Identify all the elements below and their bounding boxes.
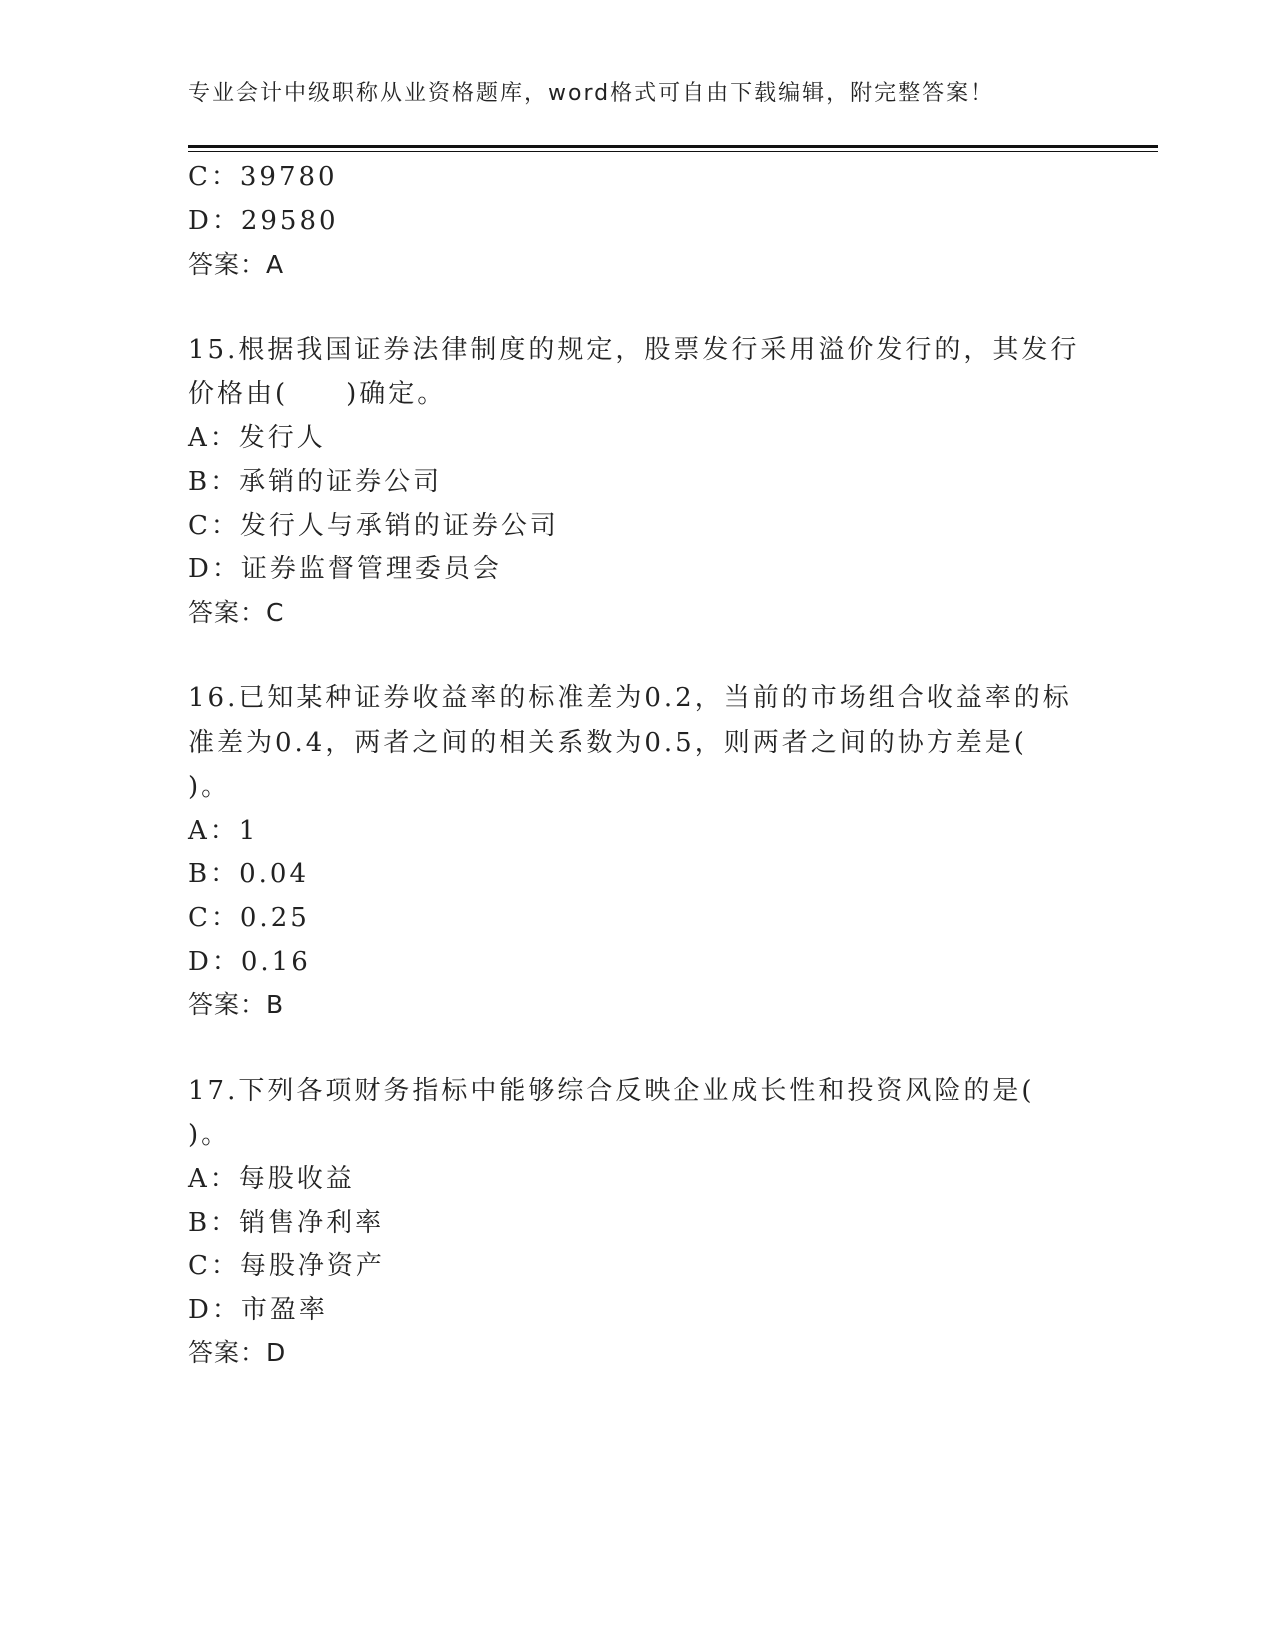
q15-option-a: A：发行人	[188, 423, 326, 453]
q16-option-c: C：0.25	[188, 903, 310, 933]
q17-answer: 答案：D	[188, 1338, 287, 1367]
q15-option-c: C：发行人与承销的证券公司	[188, 511, 559, 541]
q15-answer: 答案：C	[188, 598, 285, 627]
q16-stem-line2: 准差为0.4，两者之间的相关系数为0.5，则两者之间的协方差是(	[188, 728, 1027, 758]
q14-answer: 答案：A	[188, 250, 285, 279]
q16-option-b: B：0.04	[188, 859, 309, 889]
q16-stem-line3: )。	[188, 772, 231, 802]
q14-option-d: D：29580	[188, 206, 339, 236]
q17-option-d: D：市盈率	[188, 1295, 328, 1325]
header-divider-thick	[188, 145, 1158, 148]
q17-stem-line1: 17.下列各项财务指标中能够综合反映企业成长性和投资风险的是(	[188, 1076, 1035, 1106]
q16-option-a: A：1	[188, 816, 259, 846]
q15-option-b: B：承销的证券公司	[188, 467, 443, 497]
q17-stem-line2: )。	[188, 1120, 231, 1150]
q15-stem-line1: 15.根据我国证券法律制度的规定，股票发行采用溢价发行的，其发行	[188, 335, 1080, 365]
q16-option-d: D：0.16	[188, 947, 311, 977]
q16-stem-line1: 16.已知某种证券收益率的标准差为0.2，当前的市场组合收益率的标	[188, 683, 1072, 713]
q14-option-c: C：39780	[188, 162, 338, 192]
header-title: 专业会计中级职称从业资格题库，word格式可自由下载编辑，附完整答案！	[188, 81, 995, 106]
q16-answer: 答案：B	[188, 990, 285, 1019]
q17-option-a: A：每股收益	[188, 1164, 355, 1194]
q17-option-b: B：销售净利率	[188, 1208, 385, 1238]
q17-option-c: C：每股净资产	[188, 1251, 385, 1281]
header-divider-thin	[188, 151, 1158, 152]
q15-option-d: D：证券监督管理委员会	[188, 554, 502, 584]
q15-stem-line2: 价格由( )确定。	[188, 379, 447, 409]
